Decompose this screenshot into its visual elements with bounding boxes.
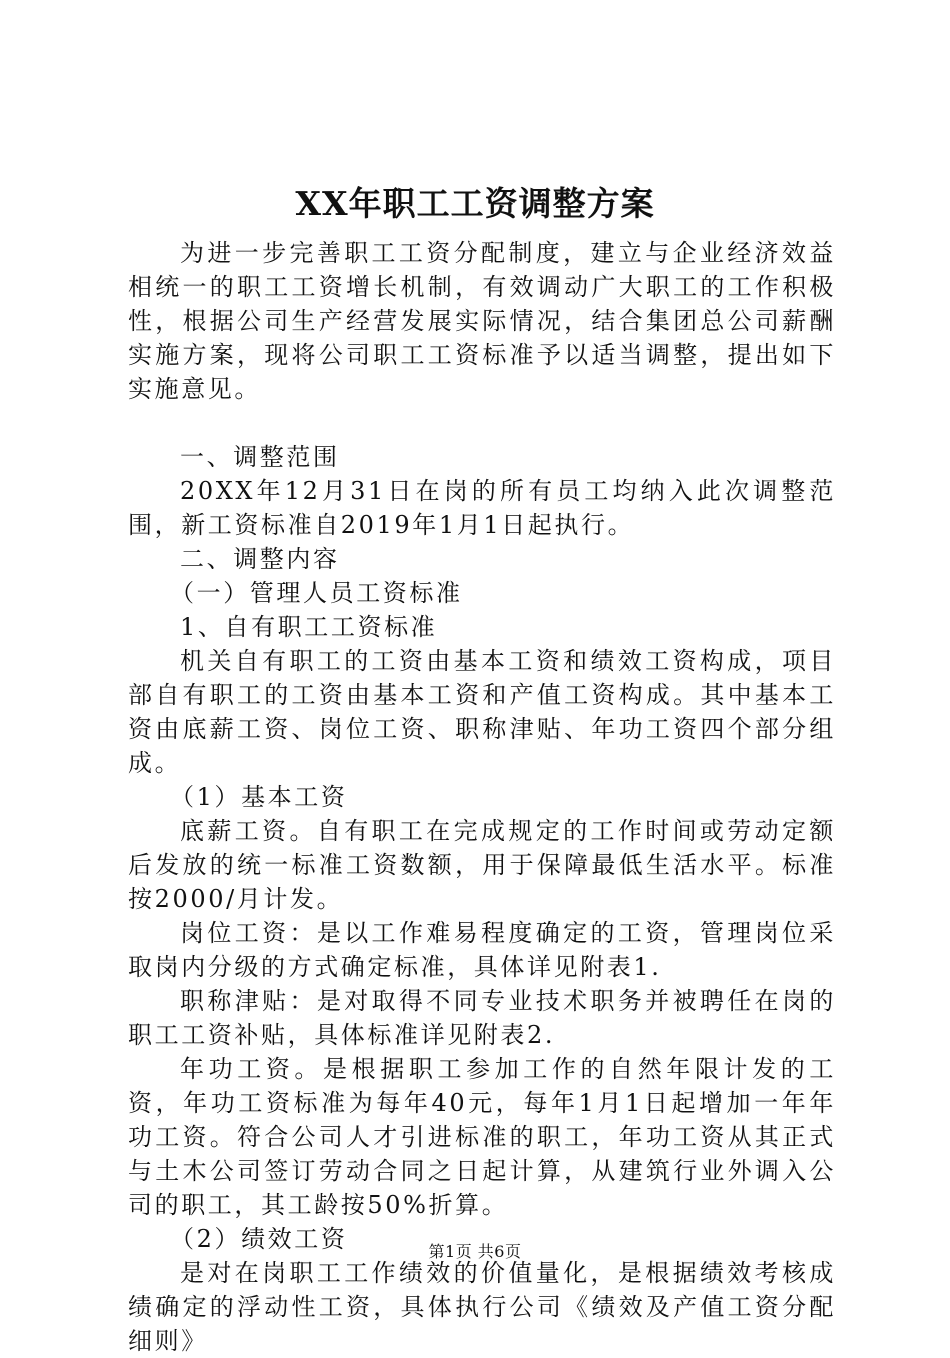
heading-performance-salary: （2）绩效工资	[170, 1225, 348, 1253]
page-number-footer: 第1页 共6页	[428, 1242, 522, 1261]
heading-basic-salary: （1）基本工资	[170, 783, 348, 811]
heading-own-staff-salary: 1、自有职工工资标准	[180, 613, 438, 641]
heading-adjustment-scope: 一、调整范围	[180, 443, 340, 471]
heading-adjustment-content: 二、调整内容	[180, 545, 340, 573]
paragraph-scope: 20XX年12月31日在岗的所有员工均纳入此次调整范围，新工资标准自2019年1月1日起执行。	[128, 477, 836, 539]
document-body	[128, 236, 836, 1358]
heading-management-salary: （一）管理人员工资标准	[170, 579, 463, 607]
paragraph-performance-pay: 是对在岗职工工作绩效的价值量化，是根据绩效考核成绩确定的浮动性工资，具体执行公司《绩效及产值工资分配细则》	[128, 1259, 836, 1355]
paragraph-intro: 为进一步完善职工工资分配制度，建立与企业经济效益相统一的职工工资增长机制，有效调动广大职工的工作积极性，根据公司生产经营发展实际情况，结合集团总公司薪酬实施方案，现将公司职工工资标准予以适当调整，提出如下实施意见。	[128, 239, 836, 403]
paragraph-title-allowance: 职称津贴：是对取得不同专业技术职务并被聘任在岗的职工工资补贴，具体标准详见附表2.	[128, 987, 836, 1049]
paragraph-seniority-pay: 年功工资。是根据职工参加工作的自然年限计发的工资，年功工资标准为每年40元，每年1月1日起增加一年年功工资。符合公司人才引进标准的职工，年功工资从其正式与土木公司签订劳动合同之日起计算，从建筑行业外调入公司的职工，其工龄按50%折算。	[128, 1055, 836, 1219]
paragraph-base-pay: 底薪工资。自有职工在完成规定的工作时间或劳动定额后发放的统一标准工资数额，用于保障最低生活水平。标准按2000/月计发。	[128, 817, 836, 913]
paragraph-position-pay: 岗位工资：是以工作难易程度确定的工资，管理岗位采取岗内分级的方式确定标准，具体详见附表1.	[128, 919, 836, 981]
paragraph-salary-structure: 机关自有职工的工资由基本工资和绩效工资构成，项目部自有职工的工资由基本工资和产值工资构成。其中基本工资由底薪工资、岗位工资、职称津贴、年功工资四个部分组成。	[128, 647, 836, 777]
document-title: XX年职工工资调整方案	[295, 184, 655, 223]
